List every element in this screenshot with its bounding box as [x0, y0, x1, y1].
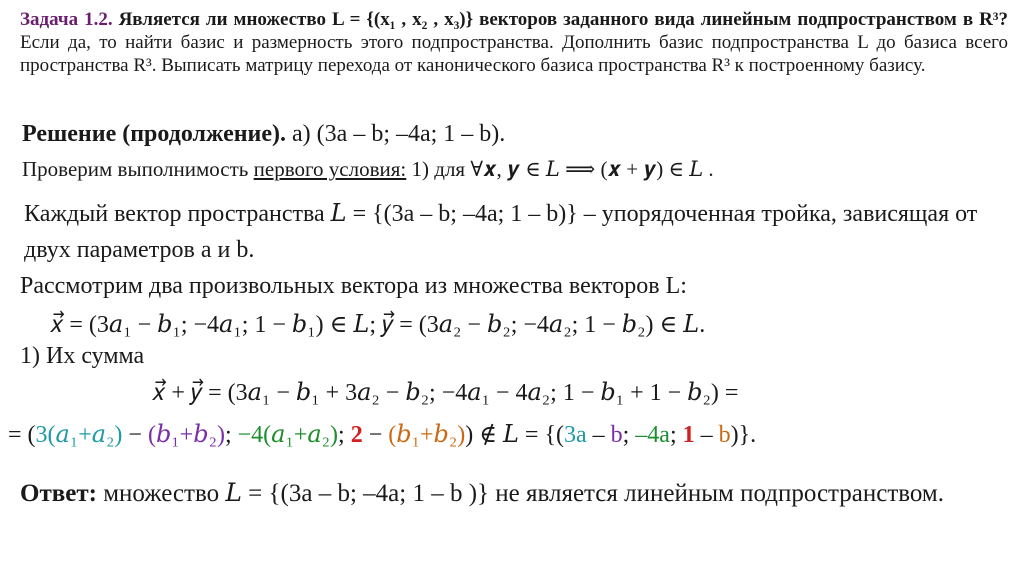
formula-part: –	[694, 422, 719, 448]
formula-part-violet: (𝑏₁+𝑏₂)	[147, 422, 225, 448]
first-condition: первого условия:	[253, 157, 407, 181]
formula-part: ;	[669, 422, 683, 448]
formula-part: −	[122, 422, 148, 448]
sum-formula: 𝑥⃗ + 𝑦⃗ = (3𝑎₁ − 𝑏₁ + 3𝑎₂ − 𝑏₂; −4𝑎₁ − 4𝑎₂; 1 − 𝑏₁ + 1 − 𝑏₂) =	[152, 380, 739, 406]
task-lead: Является ли множество	[118, 9, 327, 30]
formula-part-red: 2	[350, 422, 363, 448]
answer-block	[20, 476, 998, 512]
answer-text: множество 𝐿 = {(3a – b; –4a; 1 – b )} не является линейным подпространством.	[103, 480, 944, 507]
task-set: L = {(x₁ , x₂ , x₃)}	[332, 9, 474, 30]
formula-part-orange: (𝑏₁+𝑏₂)	[388, 422, 466, 448]
consider-line: Рассмотрим два произвольных вектора из множества векторов L:	[20, 273, 687, 299]
formula-part: −	[362, 422, 389, 448]
task-statement	[20, 8, 1008, 77]
formula-part: ;	[338, 422, 351, 448]
formula-part-orange: b	[718, 422, 731, 448]
formula-part: ;	[224, 422, 238, 448]
formula-part-violet: b	[610, 422, 623, 448]
formula-part: ;	[622, 422, 636, 448]
sum-label: 1) Их сумма	[20, 343, 145, 369]
solution-case: а) (3a – b; –4a; 1 – b).	[292, 121, 506, 147]
task-rest: Если да, то найти базис и размерность этого подпространства. Дополнить базис подпространства L до базиса всего пространства R³. Выписать матрицу перехода от канонического базиса пространства R³ к построенному базису.	[20, 32, 1008, 76]
formula-part: = (	[8, 422, 36, 448]
formula-part: )}.	[730, 422, 757, 448]
each-vector-paragraph: Каждый вектор пространства 𝐿 = {(3a – b; –4a; 1 – b)} – упорядоченная тройка, зависящая от двух параметров a и b.	[24, 201, 978, 263]
formula-part-green: –4a	[635, 422, 670, 448]
sum-result-formula	[8, 420, 756, 449]
check-rest: 1) для ∀𝒙, 𝒚 ∈ 𝐿 ⟹ (𝒙 + 𝒚) ∈ 𝐿 .	[411, 157, 714, 181]
formula-part: –	[586, 422, 611, 448]
task-lead2: векторов заданного вида линейным подпространством в R³?	[479, 9, 1008, 30]
task-label: Задача 1.2.	[20, 9, 113, 30]
check-prefix: Проверим выполнимость	[22, 157, 249, 181]
check-condition-line	[22, 155, 714, 183]
formula-part-teal: 3a	[563, 422, 587, 448]
vectors-formula: 𝑥⃗ = (3𝑎₁ − 𝑏₁; −4𝑎₁; 1 − 𝑏₁) ∈ 𝐿; 𝑦⃗ = (3𝑎₂ − 𝑏₂; −4𝑎₂; 1 − 𝑏₂) ∈ 𝐿.	[50, 312, 706, 338]
solution-heading	[22, 119, 505, 149]
formula-part-red: 1	[682, 422, 695, 448]
formula-part-green: −4(𝑎₁+𝑎₂)	[237, 422, 339, 448]
solution-title: Решение (продолжение).	[22, 121, 287, 147]
formula-part-teal: 3(𝑎₁+𝑎₂)	[35, 422, 123, 448]
answer-label: Ответ:	[20, 480, 97, 507]
formula-part: ) ∉ 𝐿 = {(	[465, 422, 564, 448]
